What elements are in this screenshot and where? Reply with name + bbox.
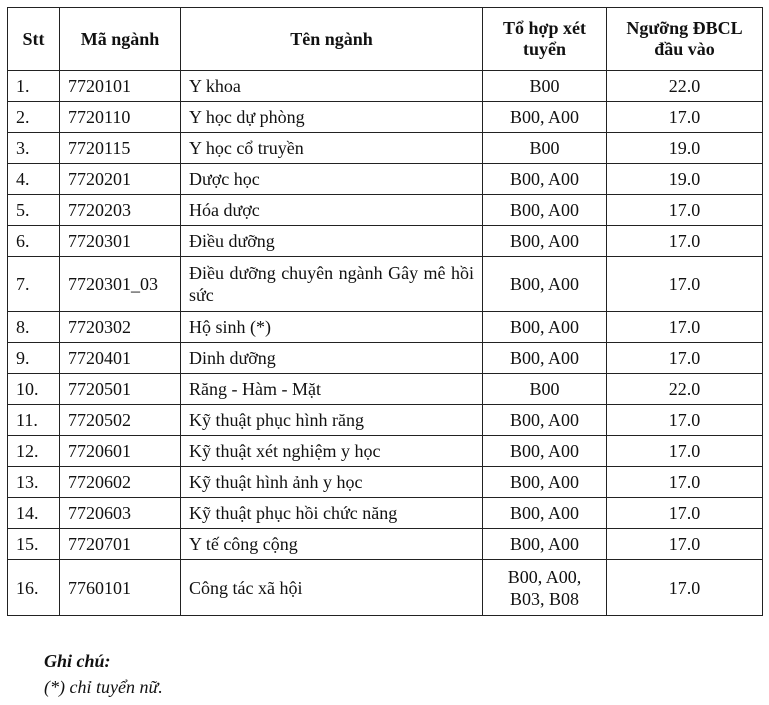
row-major-code: 7720603 [60,498,181,529]
header-subject-combination: Tổ hợp xét tuyển [483,8,607,71]
row-quality-threshold: 17.0 [607,195,763,226]
row-stt: 8. [8,312,60,343]
admission-table-container [7,7,762,616]
table-header-row [8,8,763,71]
row-subject-combination: B00, A00 [483,498,607,529]
row-stt: 13. [8,467,60,498]
row-major-name: Y học cổ truyền [181,133,483,164]
row-subject-combination: B00 [483,133,607,164]
row-stt: 5. [8,195,60,226]
row-subject-combination: B00, A00 [483,102,607,133]
row-stt: 15. [8,529,60,560]
row-major-code: 7720502 [60,405,181,436]
row-subject-combination: B00 [483,71,607,102]
row-major-name: Y tế công cộng [181,529,483,560]
row-subject-combination: B00, A00 [483,164,607,195]
row-subject-combination: B00, A00 [483,529,607,560]
row-subject-combination: B00, A00, B03, B08 [483,560,607,616]
row-quality-threshold: 17.0 [607,529,763,560]
table-row [8,436,763,467]
row-stt: 14. [8,498,60,529]
row-major-code: 7720701 [60,529,181,560]
row-major-code: 7720401 [60,343,181,374]
row-major-code: 7720602 [60,467,181,498]
row-quality-threshold: 17.0 [607,405,763,436]
footnote-text: (*) chỉ tuyển nữ. [44,677,163,697]
row-major-name: Hộ sinh (*) [181,312,483,343]
footnote-title: Ghi chú: [44,651,111,671]
row-major-name: Kỹ thuật phục hồi chức năng [181,498,483,529]
row-stt: 10. [8,374,60,405]
row-quality-threshold: 17.0 [607,436,763,467]
row-stt: 3. [8,133,60,164]
row-major-name: Kỹ thuật phục hình răng [181,405,483,436]
row-quality-threshold: 19.0 [607,133,763,164]
row-major-code: 7720302 [60,312,181,343]
table-row [8,467,763,498]
row-major-name: Răng - Hàm - Mặt [181,374,483,405]
admission-threshold-table [7,7,763,616]
header-major-name: Tên ngành [181,8,483,71]
row-quality-threshold: 17.0 [607,102,763,133]
row-major-code: 7720501 [60,374,181,405]
row-quality-threshold: 17.0 [607,257,763,312]
row-quality-threshold: 17.0 [607,343,763,374]
row-quality-threshold: 17.0 [607,560,763,616]
row-major-name: Kỹ thuật hình ảnh y học [181,467,483,498]
row-quality-threshold: 17.0 [607,498,763,529]
row-quality-threshold: 22.0 [607,374,763,405]
table-row [8,102,763,133]
row-subject-combination: B00, A00 [483,226,607,257]
table-row [8,226,763,257]
row-subject-combination: B00, A00 [483,467,607,498]
row-major-name: Dinh dưỡng [181,343,483,374]
table-row [8,312,763,343]
row-stt: 7. [8,257,60,312]
row-major-code: 7760101 [60,560,181,616]
row-major-name: Điều dưỡng chuyên ngành Gây mê hồi sức [181,257,483,312]
row-quality-threshold: 17.0 [607,226,763,257]
table-row [8,195,763,226]
table-body [8,71,763,616]
table-row [8,71,763,102]
row-stt: 6. [8,226,60,257]
row-major-name: Y khoa [181,71,483,102]
row-major-code: 7720110 [60,102,181,133]
row-stt: 9. [8,343,60,374]
table-row [8,405,763,436]
row-subject-combination: B00, A00 [483,257,607,312]
row-major-name: Công tác xã hội [181,560,483,616]
row-major-name: Y học dự phòng [181,102,483,133]
row-major-code: 7720201 [60,164,181,195]
row-quality-threshold: 19.0 [607,164,763,195]
row-quality-threshold: 22.0 [607,71,763,102]
row-major-name: Hóa dược [181,195,483,226]
row-stt: 12. [8,436,60,467]
row-stt: 11. [8,405,60,436]
table-row [8,164,763,195]
row-stt: 2. [8,102,60,133]
row-major-code: 7720115 [60,133,181,164]
table-row [8,560,763,616]
row-major-code: 7720601 [60,436,181,467]
row-subject-combination: B00, A00 [483,312,607,343]
row-subject-combination: B00, A00 [483,436,607,467]
row-subject-combination: B00, A00 [483,343,607,374]
table-row [8,374,763,405]
table-row [8,498,763,529]
header-major-code: Mã ngành [60,8,181,71]
row-major-code: 7720301 [60,226,181,257]
row-quality-threshold: 17.0 [607,312,763,343]
row-major-name: Điều dưỡng [181,226,483,257]
row-major-code: 7720301_03 [60,257,181,312]
header-quality-threshold: Ngưỡng ĐBCL đầu vào [607,8,763,71]
row-subject-combination: B00, A00 [483,405,607,436]
row-stt: 16. [8,560,60,616]
row-major-code: 7720203 [60,195,181,226]
row-stt: 4. [8,164,60,195]
table-row [8,529,763,560]
header-stt: Stt [8,8,60,71]
row-subject-combination: B00, A00 [483,195,607,226]
row-quality-threshold: 17.0 [607,467,763,498]
table-row [8,343,763,374]
table-row [8,257,763,312]
row-major-name: Kỹ thuật xét nghiệm y học [181,436,483,467]
table-row [8,133,763,164]
row-major-name: Dược học [181,164,483,195]
row-subject-combination: B00 [483,374,607,405]
footnote [44,648,163,700]
row-stt: 1. [8,71,60,102]
row-major-code: 7720101 [60,71,181,102]
